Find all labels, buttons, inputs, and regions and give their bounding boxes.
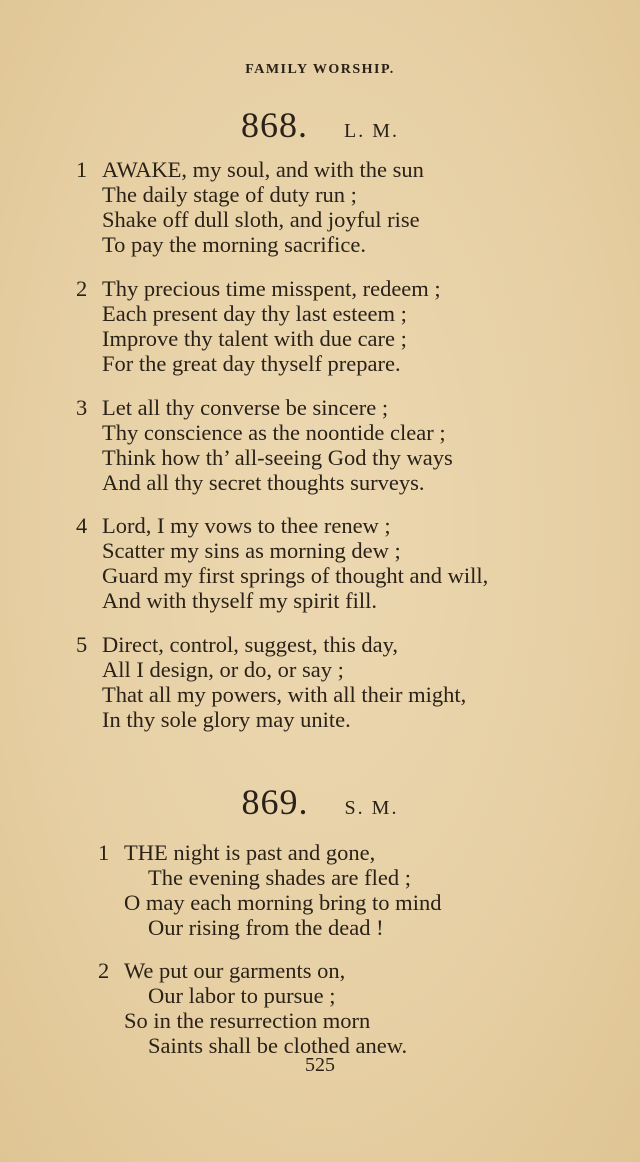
page-number: 525	[305, 1054, 335, 1076]
verse	[98, 958, 407, 1058]
verse-line: Saints shall be clothed anew.	[148, 1033, 408, 1058]
verse-line: And with thyself my spirit fill.	[102, 588, 377, 613]
verse-line: That all my powers, with all their might,	[102, 682, 467, 707]
verse-number: 4	[76, 513, 88, 538]
verse	[76, 157, 424, 257]
verse-line: Think how th’ all-seeing God thy ways	[102, 445, 453, 470]
verse-line: The evening shades are fled ;	[148, 865, 412, 890]
verse-line: O may each morning bring to mind	[124, 890, 442, 915]
verse-line: So in the resurrection morn	[124, 1008, 371, 1033]
verse-line: Improve thy talent with due care ;	[102, 326, 407, 351]
verse-number: 3	[76, 395, 88, 420]
hymn-meter: L. M.	[344, 120, 399, 142]
verse-line: Lord, I my vows to thee renew ;	[102, 513, 391, 538]
verse-line: AWAKE, my soul, and with the sun	[102, 157, 424, 182]
verse-number: 2	[76, 276, 88, 301]
hymn-meter: S. M.	[344, 797, 399, 819]
verse-line: We put our garments on,	[124, 958, 346, 983]
verse	[76, 276, 441, 376]
hymn-heading	[0, 104, 640, 146]
verse-number: 5	[76, 632, 88, 657]
verse	[98, 840, 441, 940]
verse-line: To pay the morning sacrifice.	[102, 232, 366, 257]
verse-number: 1	[76, 157, 88, 182]
hymn-number: 869.	[241, 782, 309, 822]
verse-line: Direct, control, suggest, this day,	[102, 632, 398, 657]
verse-line: For the great day thyself prepare.	[102, 351, 401, 376]
verse	[76, 395, 453, 495]
verse-line: Shake off dull sloth, and joyful rise	[102, 207, 420, 232]
verse-line: Our labor to pursue ;	[148, 983, 336, 1008]
running-head: FAMILY WORSHIP.	[245, 62, 395, 77]
verse-line: Guard my first springs of thought and will,	[102, 563, 489, 588]
verse-line: Let all thy converse be sincere ;	[102, 395, 389, 420]
verse-line: All I design, or do, or say ;	[102, 657, 344, 682]
verse	[76, 513, 488, 613]
hymn-number: 868.	[241, 105, 308, 145]
verse-line: Each present day thy last esteem ;	[102, 301, 407, 326]
hymn-heading	[0, 781, 640, 823]
verse-number: 2	[98, 958, 110, 983]
verse-line: Thy precious time misspent, redeem ;	[102, 276, 441, 301]
verse-number: 1	[98, 840, 110, 865]
verse-line: Scatter my sins as morning dew ;	[102, 538, 401, 563]
verse-line: Thy conscience as the noontide clear ;	[102, 420, 446, 445]
verse-line: In thy sole glory may unite.	[102, 707, 351, 732]
verse-line: And all thy secret thoughts surveys.	[102, 470, 425, 495]
verse-line: The daily stage of duty run ;	[102, 182, 357, 207]
verse	[76, 632, 466, 732]
verse-line: THE night is past and gone,	[124, 840, 376, 865]
verse-line: Our rising from the dead !	[148, 915, 384, 940]
